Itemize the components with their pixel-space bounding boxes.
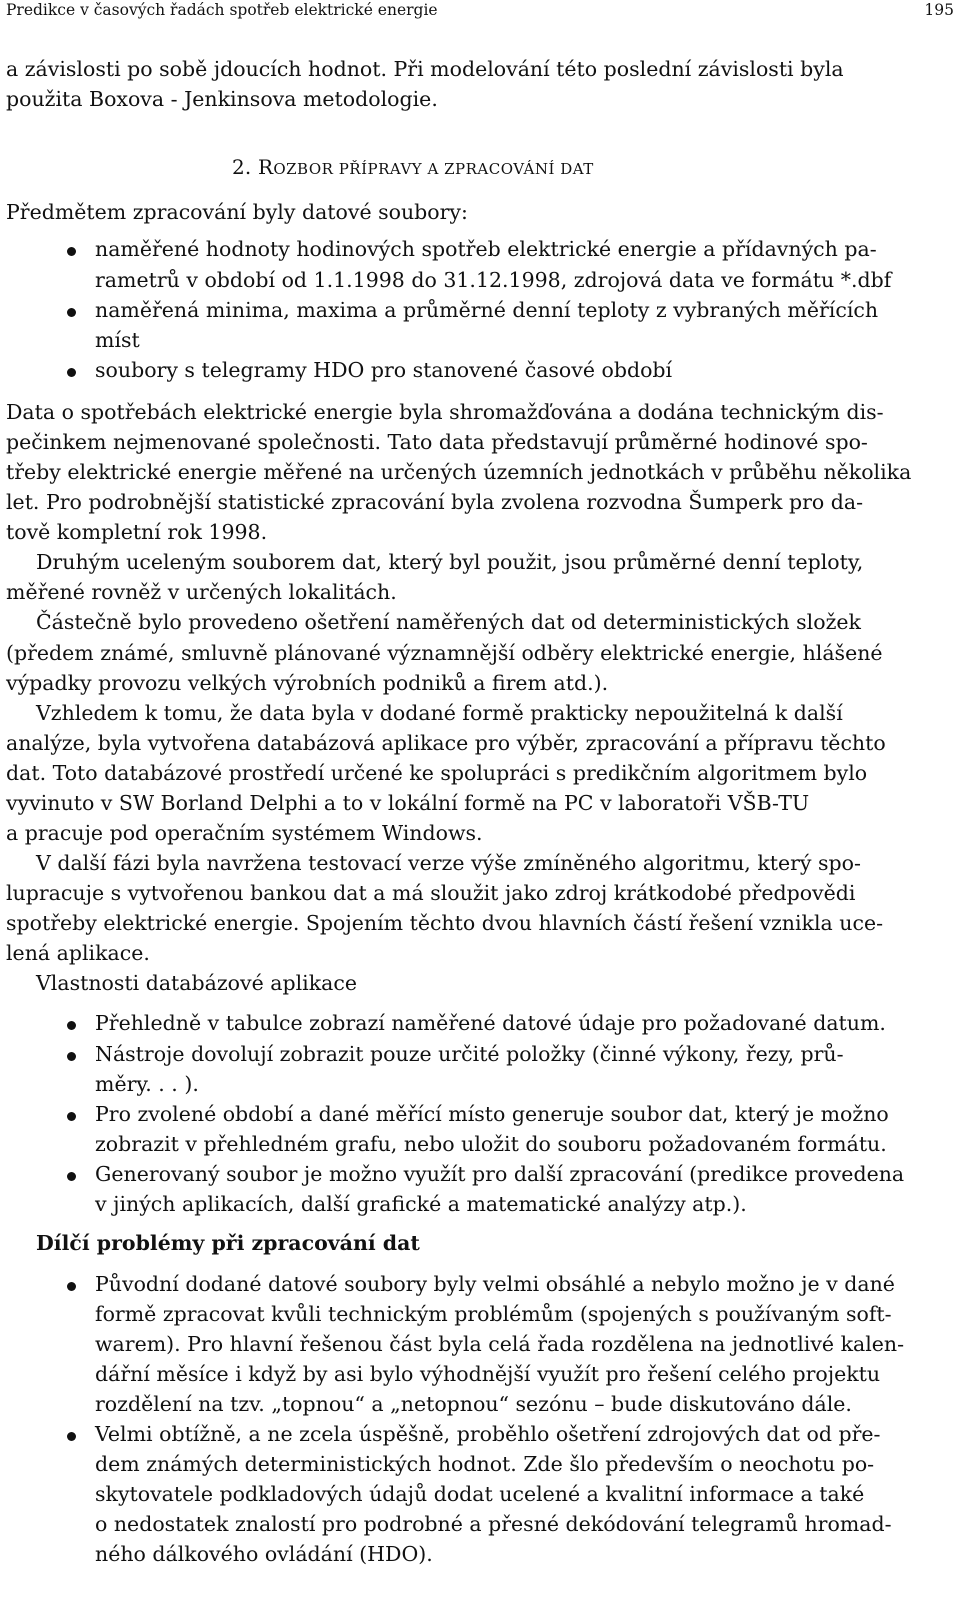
text-line: vyvinuto v SW Borland Delphi a to v lokální formě na PC v laboratoři VŠB-TU xyxy=(6,791,810,815)
list-item-line: v jiných aplikacích, další grafické a matematické analýzy atp.). xyxy=(95,1192,747,1216)
text-line: Vzhledem k tomu, že data byla v dodané formě prakticky nepoužitelná k další xyxy=(36,701,843,725)
text-line: Vlastnosti databázové aplikace xyxy=(36,971,357,995)
bullet-icon xyxy=(67,1112,76,1121)
text-line: let. Pro podrobnější statistické zpracování byla zvolena rozvodna Šumperk pro da- xyxy=(6,490,864,514)
text-line: a závislosti po sobě jdoucích hodnot. Při modelování této poslední závislosti byla xyxy=(6,57,844,81)
list-item-line: skytovatele podkladových údajů dodat ucelené a kvalitní informace a také xyxy=(95,1482,865,1506)
list-item-line: Generovaný soubor je možno využít pro další zpracování (predikce provedena xyxy=(95,1162,905,1186)
lead-text: Předmětem zpracování byly datové soubory: xyxy=(6,200,468,224)
list-item-line: Původní dodané datové soubory byly velmi obsáhlé a nebylo možno je v dané xyxy=(95,1272,895,1296)
text-line: pečinkem nejmenované společnosti. Tato data představují průměrné hodinové spo- xyxy=(6,430,868,454)
bullet-icon xyxy=(67,1282,76,1291)
list-item-line: zobrazit v přehledném grafu, nebo uložit do souboru požadovaném formátu. xyxy=(95,1132,887,1156)
list-item-line: rametrů v období od 1.1.1998 do 31.12.1998, zdrojová data ve formátu *.dbf xyxy=(95,268,892,292)
list-item-line: měry. . . ). xyxy=(95,1072,199,1096)
text-line: Data o spotřebách elektrické energie byla shromažďována a dodána technickým dis- xyxy=(6,400,884,424)
list-item-line: rozdělení na tzv. „topnou“ a „netopnou“ sezónu – bude diskutováno dále. xyxy=(95,1392,852,1416)
running-header xyxy=(6,0,954,20)
text-line: a pracuje pod operačním systémem Windows. xyxy=(6,821,483,845)
section-title-rest: OZBOR PŘÍPRAVY A ZPRACOVÁNÍ DAT xyxy=(273,160,594,178)
subsection-heading: Dílčí problémy při zpracování dat xyxy=(36,1231,420,1255)
bullet-icon xyxy=(67,1432,76,1441)
text-line: Druhým uceleným souborem dat, který byl použit, jsou průměrné denní teploty, xyxy=(36,550,864,574)
bullet-icon xyxy=(67,1172,76,1181)
bullet-icon xyxy=(67,308,76,317)
bullet-icon xyxy=(67,247,76,256)
list-item-line: naměřené hodnoty hodinových spotřeb elektrické energie a přídavných pa- xyxy=(95,237,877,261)
text-line: použita Boxova - Jenkinsova metodologie. xyxy=(6,87,438,111)
list-item-line: Pro zvolené období a dané měřící místo generuje soubor dat, který je možno xyxy=(95,1102,889,1126)
list-item-line: naměřená minima, maxima a průměrné denní teploty z vybraných měřících xyxy=(95,298,879,322)
bullet-icon xyxy=(67,1021,76,1030)
text-line: dat. Toto databázové prostředí určené ke spolupráci s predikčním algoritmem bylo xyxy=(6,761,868,785)
bullet-icon xyxy=(67,368,76,377)
list-item-line: soubory s telegramy HDO pro stanovené časové období xyxy=(95,358,673,382)
list-item-line: formě zpracovat kvůli technickým problémům (spojených s používaným soft- xyxy=(95,1302,892,1326)
text-line: měřené rovněž v určených lokalitách. xyxy=(6,580,397,604)
text-line: výpadky provozu velkých výrobních podniků a firem atd.). xyxy=(6,671,609,695)
list-item-line: míst xyxy=(95,328,140,352)
text-line: analýze, byla vytvořena databázová aplikace pro výběr, zpracování a přípravu těchto xyxy=(6,731,886,755)
list-item-line: Přehledně v tabulce zobrazí naměřené datové údaje pro požadované datum. xyxy=(95,1011,886,1035)
list-item-line: dem známých deterministických hodnot. Zde šlo především o neochotu po- xyxy=(95,1452,875,1476)
section-heading xyxy=(232,152,594,183)
page-number: 195 xyxy=(924,1,954,19)
list-item-line: Velmi obtížně, a ne zcela úspěšně, proběhlo ošetření zdrojových dat od pře- xyxy=(95,1422,881,1446)
list-item-line: ného dálkového ovládání (HDO). xyxy=(95,1542,433,1566)
list-item-line: warem). Pro hlavní řešenou část byla celá řada rozdělena na jednotlivé kalen- xyxy=(95,1332,905,1356)
list-item-line: Nástroje dovolují zobrazit pouze určité položky (činné výkony, řezy, prů- xyxy=(95,1042,844,1066)
list-item-line: o nedostatek znalostí pro podrobné a přesné dekódování telegramů hromad- xyxy=(95,1512,892,1536)
section-number: 2. xyxy=(232,155,252,179)
text-line: lená aplikace. xyxy=(6,941,150,965)
text-line: V další fázi byla navržena testovací verze výše zmíněného algoritmu, který spo- xyxy=(36,851,861,875)
running-title: Predikce v časových řadách spotřeb elektrické energie xyxy=(6,1,438,19)
text-line: spotřeby elektrické energie. Spojením těchto dvou hlavních částí řešení vznikla uce- xyxy=(6,911,884,935)
section-title-initial: R xyxy=(258,155,274,179)
text-line: třeby elektrické energie měřené na určených územních jednotkách v průběhu několika xyxy=(6,460,912,484)
text-line: (předem známé, smluvně plánované významnější odběry elektrické energie, hlášené xyxy=(6,641,883,665)
text-line: lupracuje s vytvořenou bankou dat a má sloužit jako zdroj krátkodobé předpovědi xyxy=(6,881,856,905)
text-line: Částečně bylo provedeno ošetření naměřených dat od deterministických složek xyxy=(36,610,861,634)
text-line: tově kompletní rok 1998. xyxy=(6,520,268,544)
bullet-icon xyxy=(67,1052,76,1061)
list-item-line: dářní měsíce i když by asi bylo výhodnější využít pro řešení celého projektu xyxy=(95,1362,881,1386)
